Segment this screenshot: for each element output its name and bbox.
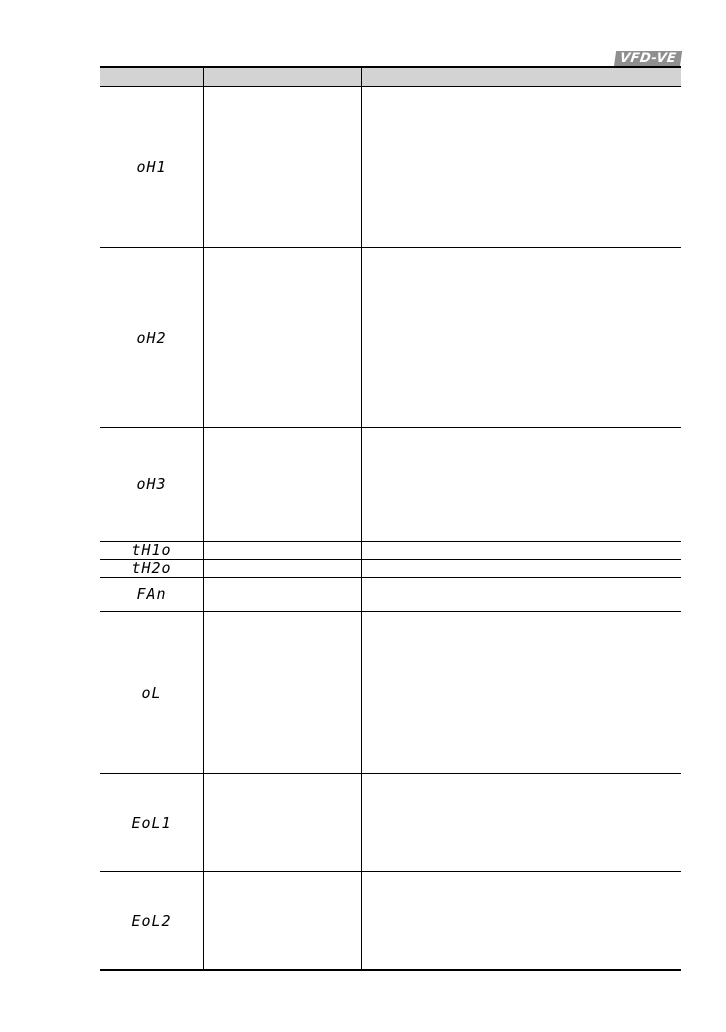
header-col-cause <box>203 68 361 86</box>
column-divider <box>361 66 362 970</box>
row-divider <box>100 773 681 774</box>
brand-logo-text: VFD-VE <box>618 51 678 66</box>
table-row-code: EoL2 <box>131 912 172 930</box>
table-header <box>100 66 681 86</box>
header-col-code <box>100 68 203 86</box>
table-row-code: oH1 <box>136 158 167 176</box>
row-divider <box>100 427 681 428</box>
table-bottom-border <box>100 969 681 971</box>
table-row-code: oH3 <box>136 475 167 493</box>
row-divider <box>100 611 681 612</box>
table-row-code: EoL1 <box>131 814 172 832</box>
row-divider <box>100 871 681 872</box>
row-divider <box>100 86 681 87</box>
header-col-action <box>361 68 681 86</box>
table-row-code: tH2o <box>131 559 172 577</box>
table-row-code: FAn <box>136 585 167 603</box>
table-row-code: oH2 <box>136 329 167 347</box>
row-divider <box>100 577 681 578</box>
table-row-code: oL <box>141 684 162 702</box>
row-divider <box>100 247 681 248</box>
brand-logo <box>614 51 682 67</box>
table-row-code: tH1o <box>131 541 172 559</box>
column-divider <box>203 66 204 970</box>
